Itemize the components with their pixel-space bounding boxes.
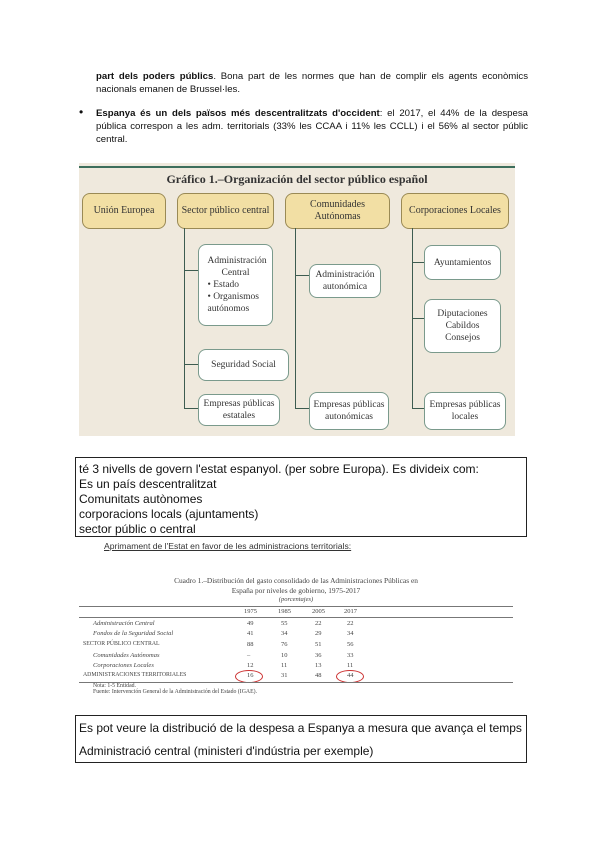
connector-central-admin xyxy=(184,270,198,271)
connector-autonomas-empresas xyxy=(295,408,309,409)
box-empresas-locales: Empresas públicas locales xyxy=(424,392,506,430)
admin-central-item-organismos: • Organismos autónomos xyxy=(207,292,259,314)
row-value: 31 xyxy=(281,672,288,679)
col-1985: 1985 xyxy=(278,608,291,615)
row-value: 11 xyxy=(347,662,354,669)
row-value: 49 xyxy=(247,620,254,627)
intro-bold: part dels poders públics xyxy=(96,71,214,82)
header-corporaciones-locales: Corporaciones Locales xyxy=(401,193,509,229)
table-row xyxy=(79,630,513,640)
box-administracion-autonomica: Administración autonómica xyxy=(309,264,381,298)
connector-central xyxy=(184,228,185,408)
consejos-label: Consejos xyxy=(445,333,480,343)
row-value: 34 xyxy=(281,630,288,637)
row-value: 10 xyxy=(281,652,288,659)
row-value: 44 xyxy=(347,672,354,679)
row-value: 29 xyxy=(315,630,322,637)
diputaciones-label: Diputaciones xyxy=(437,309,488,319)
row-value: – xyxy=(247,652,251,659)
admin-central-title: Administración Central xyxy=(207,256,267,278)
table-row xyxy=(79,652,513,662)
table-row xyxy=(79,662,513,672)
organization-diagram xyxy=(79,163,515,436)
box-administracion-central xyxy=(198,244,273,326)
table-note: Nota: 1-5 Entidad. xyxy=(93,683,136,689)
notes-line-4: corporacions locals (ajuntaments) xyxy=(79,507,259,521)
row-value: 51 xyxy=(315,641,322,648)
notes-line-1: té 3 nivells de govern l'estat espanyol. (per sobre Europa). Es divideix com: xyxy=(79,462,479,476)
admin-central-item-estado: • Estado xyxy=(207,280,240,290)
intro-paragraph xyxy=(96,70,528,96)
intro-text: . Bona part de les normes que han de complir els agents econòmics nacionals emanen de Brussel·les. xyxy=(96,71,529,95)
connector-autonomas-admin xyxy=(295,275,309,276)
row-label: Corporaciones Locales xyxy=(93,662,154,669)
bullet-symbol: • xyxy=(79,105,84,119)
bottom-line-2: Administració central (ministeri d'indústria per exemple) xyxy=(79,744,374,758)
bottom-line-1: Es pot veure la distribució de la despesa a Espanya a mesura que avança el temps xyxy=(79,721,522,735)
table-row xyxy=(79,672,513,682)
table-header-rule xyxy=(79,617,513,618)
row-value: 34 xyxy=(347,630,354,637)
box-diputaciones xyxy=(424,299,501,353)
row-value: 12 xyxy=(247,662,254,669)
notes-line-2: Es un país descentralitzat xyxy=(79,477,217,491)
notes-line-5: sector públic o central xyxy=(79,522,196,536)
connector-central-empresas xyxy=(184,408,198,409)
diagram-top-rule xyxy=(79,166,515,168)
bullet-paragraph xyxy=(96,107,528,146)
bottom-box xyxy=(75,715,527,763)
row-value: 88 xyxy=(247,641,254,648)
table-source: Fuente: Intervención General de la Administración del Estado (IGAE). xyxy=(93,689,258,695)
row-value: 33 xyxy=(347,652,354,659)
table-title-line-2: España por niveles de gobierno, 1975-2017 xyxy=(231,586,361,595)
table-title-line-1: Cuadro 1.–Distribución del gasto consolidado de las Administraciones Públicas en xyxy=(174,576,418,585)
box-empresas-autonomicas: Empresas públicas autonómicas xyxy=(309,392,389,430)
diagram-title: Gráfico 1.–Organización del sector público español xyxy=(166,172,428,186)
row-value: 11 xyxy=(281,662,288,669)
connector-locales-diputaciones xyxy=(412,318,424,319)
row-label: Comunidades Autónomas xyxy=(93,652,160,659)
row-value: 41 xyxy=(247,630,254,637)
col-2017: 2017 xyxy=(344,608,357,615)
row-label: Administración Central xyxy=(93,620,155,627)
table-bottom-rule xyxy=(79,682,513,683)
row-value: 55 xyxy=(281,620,288,627)
connector-locales-ayuntamientos xyxy=(412,262,424,263)
header-comunidades-autonomas: Comunidades Autónomas xyxy=(285,193,390,229)
cabildos-label: Cabildos xyxy=(445,321,480,331)
subtitle: Aprimament de l'Estat en favor de les administracions territorials: xyxy=(104,541,352,551)
table-unit: (porcentajes) xyxy=(278,596,314,603)
connector-central-seguridad xyxy=(184,364,198,365)
row-value: 22 xyxy=(315,620,322,627)
row-value: 48 xyxy=(315,672,322,679)
table-row xyxy=(79,620,513,630)
box-seguridad-social: Seguridad Social xyxy=(198,349,289,381)
connector-autonomas xyxy=(295,228,296,408)
table-row xyxy=(79,641,513,651)
col-2005: 2005 xyxy=(312,608,325,615)
header-union-europea: Unión Europea xyxy=(82,193,166,229)
bullet-bold: Espanya és un dels països més descentralitzats d'occident xyxy=(96,108,380,119)
bullet-text: : el 2017, el 44% de la despesa pública correspon a les adm. territorials (33% les CCAA i 11% les CCLL) i el 56% al sector públic central. xyxy=(96,108,528,145)
expenditure-table xyxy=(79,571,513,695)
notes-box xyxy=(75,457,527,537)
box-empresas-estatales: Empresas públicas estatales xyxy=(198,394,280,426)
table-top-rule xyxy=(79,606,513,607)
row-value: 76 xyxy=(281,641,288,648)
box-ayuntamientos: Ayuntamientos xyxy=(424,245,501,280)
header-sector-publico-central: Sector público central xyxy=(177,193,274,229)
col-1975: 1975 xyxy=(244,608,257,615)
row-value: 16 xyxy=(247,672,254,679)
row-value: 56 xyxy=(347,641,354,648)
row-value: 36 xyxy=(315,652,322,659)
row-label: Fondos de la Seguridad Social xyxy=(93,630,174,637)
connector-locales-empresas xyxy=(412,408,424,409)
row-label: SECTOR PÚBLICO CENTRAL xyxy=(83,641,160,647)
row-value: 22 xyxy=(347,620,354,627)
row-value: 13 xyxy=(315,662,322,669)
notes-line-3: Comunitats autònomes xyxy=(79,492,203,506)
row-label: ADMINISTRACIONES TERRITORIALES xyxy=(83,672,187,678)
